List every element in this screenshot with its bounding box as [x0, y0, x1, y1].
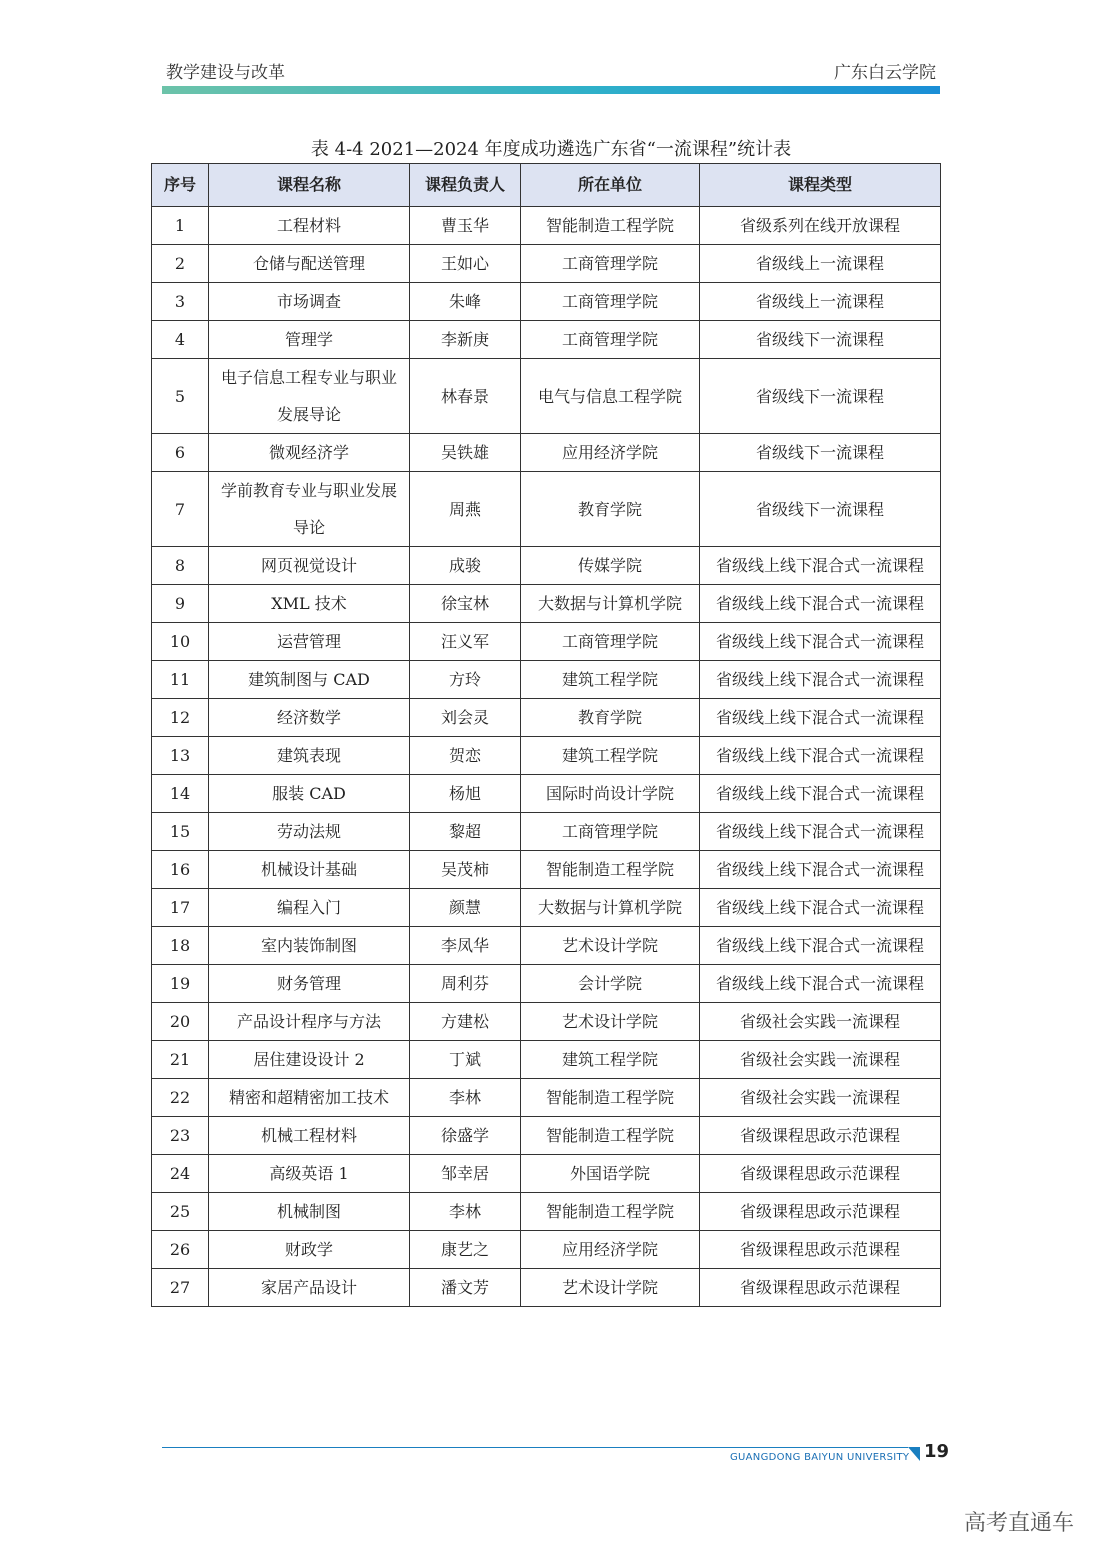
table-row [152, 889, 941, 927]
cell-lead: 贺恋 [410, 737, 521, 775]
cell-course-name: 家居产品设计 [209, 1269, 410, 1307]
cell-course-name: 服装 CAD [209, 775, 410, 813]
cell-course-name: 运营管理 [209, 623, 410, 661]
cell-index: 12 [152, 699, 209, 737]
cell-course-type: 省级社会实践一流课程 [700, 1003, 941, 1041]
cell-unit: 建筑工程学院 [521, 661, 700, 699]
cell-unit: 教育学院 [521, 472, 700, 547]
table-row [152, 245, 941, 283]
cell-course-type: 省级线上线下混合式一流课程 [700, 699, 941, 737]
table-row [152, 434, 941, 472]
cell-course-name: 财政学 [209, 1231, 410, 1269]
column-header-course-type: 课程类型 [700, 164, 941, 207]
column-header-unit: 所在单位 [521, 164, 700, 207]
table-row [152, 1231, 941, 1269]
table-row [152, 775, 941, 813]
cell-unit: 智能制造工程学院 [521, 1193, 700, 1231]
table-row [152, 927, 941, 965]
column-header-course-name: 课程名称 [209, 164, 410, 207]
cell-unit: 建筑工程学院 [521, 1041, 700, 1079]
table-row [152, 1041, 941, 1079]
cell-index: 13 [152, 737, 209, 775]
cell-unit: 工商管理学院 [521, 623, 700, 661]
cell-course-name [209, 359, 410, 434]
cell-course-type: 省级线上一流课程 [700, 245, 941, 283]
watermark: 高考直通车 [963, 1511, 1074, 1536]
cell-index: 25 [152, 1193, 209, 1231]
cell-course-type: 省级线下一流课程 [700, 472, 941, 547]
cell-course-name: 仓储与配送管理 [209, 245, 410, 283]
cell-lead: 徐宝林 [410, 585, 521, 623]
cell-course-type: 省级线上一流课程 [700, 283, 941, 321]
cell-course-type: 省级线下一流课程 [700, 434, 941, 472]
cell-index: 24 [152, 1155, 209, 1193]
cell-unit: 工商管理学院 [521, 321, 700, 359]
cell-unit: 艺术设计学院 [521, 1269, 700, 1307]
cell-course-name: 建筑制图与 CAD [209, 661, 410, 699]
cell-lead: 颜慧 [410, 889, 521, 927]
cell-unit: 大数据与计算机学院 [521, 585, 700, 623]
cell-index: 10 [152, 623, 209, 661]
header-gradient-bar [162, 86, 940, 94]
cell-course-type: 省级系列在线开放课程 [700, 207, 941, 245]
cell-unit: 应用经济学院 [521, 1231, 700, 1269]
table-row [152, 1079, 941, 1117]
table-row [152, 661, 941, 699]
table-row [152, 1003, 941, 1041]
cell-course-name: 高级英语 1 [209, 1155, 410, 1193]
header-school-name: 广东白云学院 [834, 63, 936, 83]
cell-index: 6 [152, 434, 209, 472]
cell-lead: 徐盛学 [410, 1117, 521, 1155]
cell-course-name: 产品设计程序与方法 [209, 1003, 410, 1041]
cell-course-name: 编程入门 [209, 889, 410, 927]
cell-index: 23 [152, 1117, 209, 1155]
cell-unit: 智能制造工程学院 [521, 207, 700, 245]
cell-course-type: 省级线上线下混合式一流课程 [700, 889, 941, 927]
cell-unit: 工商管理学院 [521, 813, 700, 851]
cell-index: 1 [152, 207, 209, 245]
footer-triangle-icon [908, 1447, 920, 1461]
cell-unit: 国际时尚设计学院 [521, 775, 700, 813]
cell-course-name: 经济数学 [209, 699, 410, 737]
cell-index: 7 [152, 472, 209, 547]
cell-course-name: 室内装饰制图 [209, 927, 410, 965]
cell-lead: 李林 [410, 1079, 521, 1117]
cell-unit: 艺术设计学院 [521, 1003, 700, 1041]
cell-course-type: 省级线上线下混合式一流课程 [700, 585, 941, 623]
cell-course-name: 精密和超精密加工技术 [209, 1079, 410, 1117]
cell-index: 27 [152, 1269, 209, 1307]
cell-unit: 智能制造工程学院 [521, 1117, 700, 1155]
page-number: 19 [924, 1441, 950, 1462]
column-header-index: 序号 [152, 164, 209, 207]
cell-course-name: XML 技术 [209, 585, 410, 623]
table-row [152, 1155, 941, 1193]
cell-index: 22 [152, 1079, 209, 1117]
cell-unit: 外国语学院 [521, 1155, 700, 1193]
cell-unit: 智能制造工程学院 [521, 1079, 700, 1117]
cell-course-type: 省级课程思政示范课程 [700, 1231, 941, 1269]
cell-index: 11 [152, 661, 209, 699]
cell-lead: 康艺之 [410, 1231, 521, 1269]
cell-lead: 杨旭 [410, 775, 521, 813]
cell-lead: 邹幸居 [410, 1155, 521, 1193]
cell-course-type: 省级社会实践一流课程 [700, 1041, 941, 1079]
cell-lead: 朱峰 [410, 283, 521, 321]
cell-unit: 智能制造工程学院 [521, 851, 700, 889]
table-header-row [152, 164, 941, 207]
cell-index: 17 [152, 889, 209, 927]
cell-course-name: 工程材料 [209, 207, 410, 245]
cell-course-type: 省级线上线下混合式一流课程 [700, 661, 941, 699]
table-row [152, 737, 941, 775]
cell-course-name: 网页视觉设计 [209, 547, 410, 585]
header-section-title: 教学建设与改革 [166, 63, 285, 83]
cell-unit: 工商管理学院 [521, 245, 700, 283]
cell-index: 20 [152, 1003, 209, 1041]
cell-index: 26 [152, 1231, 209, 1269]
table-row [152, 472, 941, 547]
cell-course-type: 省级线上线下混合式一流课程 [700, 965, 941, 1003]
cell-unit: 建筑工程学院 [521, 737, 700, 775]
cell-lead: 潘文芳 [410, 1269, 521, 1307]
cell-lead: 丁斌 [410, 1041, 521, 1079]
cell-index: 5 [152, 359, 209, 434]
cell-lead: 吴铁雄 [410, 434, 521, 472]
table-row [152, 207, 941, 245]
cell-lead: 李新庚 [410, 321, 521, 359]
table-row [152, 1269, 941, 1307]
table-row [152, 547, 941, 585]
cell-lead: 王如心 [410, 245, 521, 283]
cell-lead: 周利芬 [410, 965, 521, 1003]
cell-course-type: 省级线下一流课程 [700, 321, 941, 359]
cell-index: 4 [152, 321, 209, 359]
cell-index: 2 [152, 245, 209, 283]
cell-unit: 工商管理学院 [521, 283, 700, 321]
cell-course-name: 机械工程材料 [209, 1117, 410, 1155]
table-row [152, 965, 941, 1003]
table-row [152, 813, 941, 851]
cell-course-name: 市场调查 [209, 283, 410, 321]
cell-lead: 刘会灵 [410, 699, 521, 737]
cell-unit: 会计学院 [521, 965, 700, 1003]
cell-course-type: 省级线下一流课程 [700, 359, 941, 434]
cell-course-name: 机械制图 [209, 1193, 410, 1231]
cell-course-name [209, 472, 410, 547]
cell-course-name-text: 学前教育专业与职业发展导论 [221, 481, 398, 537]
table-row [152, 1193, 941, 1231]
cell-course-type: 省级社会实践一流课程 [700, 1079, 941, 1117]
cell-lead: 汪义军 [410, 623, 521, 661]
cell-course-type: 省级线上线下混合式一流课程 [700, 623, 941, 661]
table-row [152, 699, 941, 737]
cell-index: 19 [152, 965, 209, 1003]
cell-lead: 成骏 [410, 547, 521, 585]
cell-course-name: 财务管理 [209, 965, 410, 1003]
cell-index: 21 [152, 1041, 209, 1079]
cell-course-type: 省级课程思政示范课程 [700, 1117, 941, 1155]
cell-course-type: 省级线上线下混合式一流课程 [700, 851, 941, 889]
cell-course-name-text: 电子信息工程专业与职业发展导论 [221, 368, 398, 424]
cell-course-type: 省级课程思政示范课程 [700, 1269, 941, 1307]
table-row [152, 585, 941, 623]
table-row [152, 623, 941, 661]
cell-course-type: 省级线上线下混合式一流课程 [700, 547, 941, 585]
cell-index: 8 [152, 547, 209, 585]
footer-line [162, 1447, 908, 1448]
table-row [152, 283, 941, 321]
cell-index: 3 [152, 283, 209, 321]
cell-lead: 李林 [410, 1193, 521, 1231]
cell-index: 15 [152, 813, 209, 851]
cell-index: 16 [152, 851, 209, 889]
cell-course-name: 建筑表现 [209, 737, 410, 775]
cell-course-name: 管理学 [209, 321, 410, 359]
cell-index: 18 [152, 927, 209, 965]
cell-course-type: 省级线上线下混合式一流课程 [700, 737, 941, 775]
cell-unit: 应用经济学院 [521, 434, 700, 472]
course-table [151, 163, 941, 1307]
cell-lead: 黎超 [410, 813, 521, 851]
cell-course-name: 居住建设设计 2 [209, 1041, 410, 1079]
cell-unit: 大数据与计算机学院 [521, 889, 700, 927]
table-title: 表 4-4 2021—2024 年度成功遴选广东省“一流课程”统计表 [310, 139, 792, 160]
cell-lead: 曹玉华 [410, 207, 521, 245]
table-row [152, 1117, 941, 1155]
cell-unit: 教育学院 [521, 699, 700, 737]
footer-university: GUANGDONG BAIYUN UNIVERSITY [730, 1452, 910, 1463]
cell-course-name: 微观经济学 [209, 434, 410, 472]
cell-index: 9 [152, 585, 209, 623]
cell-lead: 方建松 [410, 1003, 521, 1041]
cell-course-type: 省级线上线下混合式一流课程 [700, 813, 941, 851]
cell-unit: 传媒学院 [521, 547, 700, 585]
cell-unit: 艺术设计学院 [521, 927, 700, 965]
cell-course-name: 机械设计基础 [209, 851, 410, 889]
cell-course-type: 省级线上线下混合式一流课程 [700, 775, 941, 813]
table-row [152, 359, 941, 434]
column-header-lead: 课程负责人 [410, 164, 521, 207]
cell-course-name: 劳动法规 [209, 813, 410, 851]
cell-course-type: 省级课程思政示范课程 [700, 1193, 941, 1231]
cell-lead: 吴茂柿 [410, 851, 521, 889]
cell-index: 14 [152, 775, 209, 813]
cell-unit: 电气与信息工程学院 [521, 359, 700, 434]
table-row [152, 851, 941, 889]
table-row [152, 321, 941, 359]
cell-lead: 周燕 [410, 472, 521, 547]
cell-lead: 方玲 [410, 661, 521, 699]
cell-lead: 林春景 [410, 359, 521, 434]
cell-course-type: 省级课程思政示范课程 [700, 1155, 941, 1193]
cell-lead: 李凤华 [410, 927, 521, 965]
cell-course-type: 省级线上线下混合式一流课程 [700, 927, 941, 965]
